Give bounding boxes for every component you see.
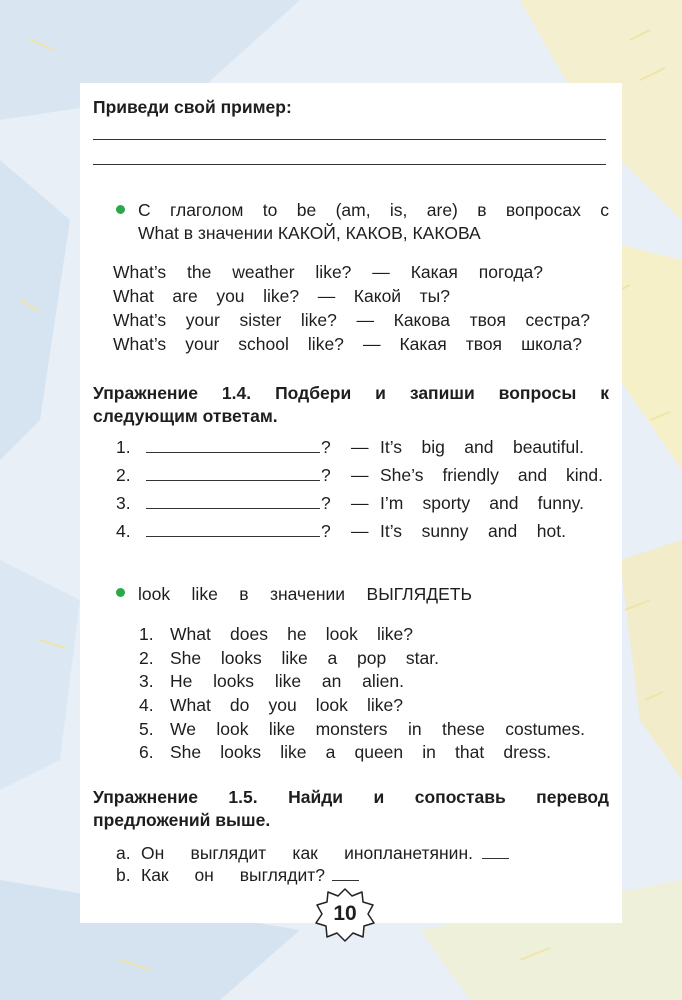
item-number: 1. <box>139 624 154 644</box>
exercise-1-5-title-cont: предложений выше. <box>93 810 271 830</box>
look-like-heading: look like в значении ВЫГЛЯДЕТЬ <box>138 584 472 604</box>
be-example: What’s the weather like? — Какая погода? <box>113 262 543 282</box>
item-letter: a. <box>116 843 131 863</box>
green-bullet-icon <box>116 205 125 214</box>
look-like-item <box>113 741 605 763</box>
exercise-1-4-item <box>113 492 605 514</box>
answer-text: She’s friendly and kind. <box>380 465 603 485</box>
item-number: 3. <box>116 493 131 513</box>
look-like-item <box>113 623 605 645</box>
be-example: What are you like? — Какой ты? <box>113 286 450 306</box>
answer-line[interactable] <box>93 164 606 165</box>
exercise-1-4-item <box>113 464 605 486</box>
item-number: 6. <box>139 742 154 762</box>
dash: — <box>351 493 369 513</box>
green-bullet-icon <box>116 588 125 597</box>
item-text: What do you look like? <box>170 695 403 715</box>
item-letter: b. <box>116 865 131 885</box>
exercise-1-5-title: Упражнение 1.5. Найди и сопоставь перевод <box>93 787 609 807</box>
exercise-1-5-item <box>113 864 605 886</box>
question-mark: ? <box>321 437 331 457</box>
item-text: Как он выглядит? <box>141 865 325 885</box>
answer-blank[interactable] <box>146 492 320 514</box>
answer-line[interactable] <box>93 139 606 140</box>
item-text: What does he look like? <box>170 624 413 644</box>
exercise-1-4-title: Упражнение 1.4. Подбери и запиши вопросы к <box>93 383 609 403</box>
look-like-item <box>113 647 605 669</box>
exercise-1-5-item <box>113 842 605 864</box>
item-number: 4. <box>116 521 131 541</box>
dash: — <box>351 521 369 541</box>
item-number: 4. <box>139 695 154 715</box>
dash: — <box>351 437 369 457</box>
question-mark: ? <box>321 521 331 541</box>
item-number: 2. <box>139 648 154 668</box>
look-like-item <box>113 718 605 740</box>
be-example: What’s your sister like? — Какова твоя сестра? <box>113 310 590 330</box>
exercise-1-4-item <box>113 436 605 458</box>
item-number: 5. <box>139 719 154 739</box>
match-blank[interactable] <box>482 842 509 864</box>
be-example: What’s your school like? — Какая твоя школа? <box>113 334 582 354</box>
exercise-1-4-item <box>113 520 605 542</box>
be-rule-line2: What в значении КАКОЙ, КАКОВ, КАКОВА <box>138 223 481 243</box>
item-number: 2. <box>116 465 131 485</box>
answer-blank[interactable] <box>146 520 320 542</box>
match-blank[interactable] <box>332 864 359 886</box>
item-text: Он выглядит как инопланетянин. <box>141 843 473 863</box>
question-mark: ? <box>321 465 331 485</box>
be-rule-line1: С глаголом to be (am, is, are) в вопросах с <box>138 200 609 220</box>
answer-text: I’m sporty and funny. <box>380 493 584 513</box>
look-like-item <box>113 670 605 692</box>
item-number: 3. <box>139 671 154 691</box>
dash: — <box>351 465 369 485</box>
answer-blank[interactable] <box>146 464 320 486</box>
item-text: She looks like a pop star. <box>170 648 439 668</box>
item-number: 1. <box>116 437 131 457</box>
question-mark: ? <box>321 493 331 513</box>
answer-text: It’s big and beautiful. <box>380 437 584 457</box>
item-text: We look like monsters in these costumes. <box>170 719 585 739</box>
answer-blank[interactable] <box>146 436 320 458</box>
item-text: She looks like a queen in that dress. <box>170 742 551 762</box>
page-number: 10 <box>333 902 357 925</box>
item-text: He looks like an alien. <box>170 671 404 691</box>
look-like-item <box>113 694 605 716</box>
answer-text: It’s sunny and hot. <box>380 521 566 541</box>
example-prompt: Приведи свой пример: <box>93 97 292 117</box>
exercise-1-4-title-cont: следующим ответам. <box>93 406 278 426</box>
